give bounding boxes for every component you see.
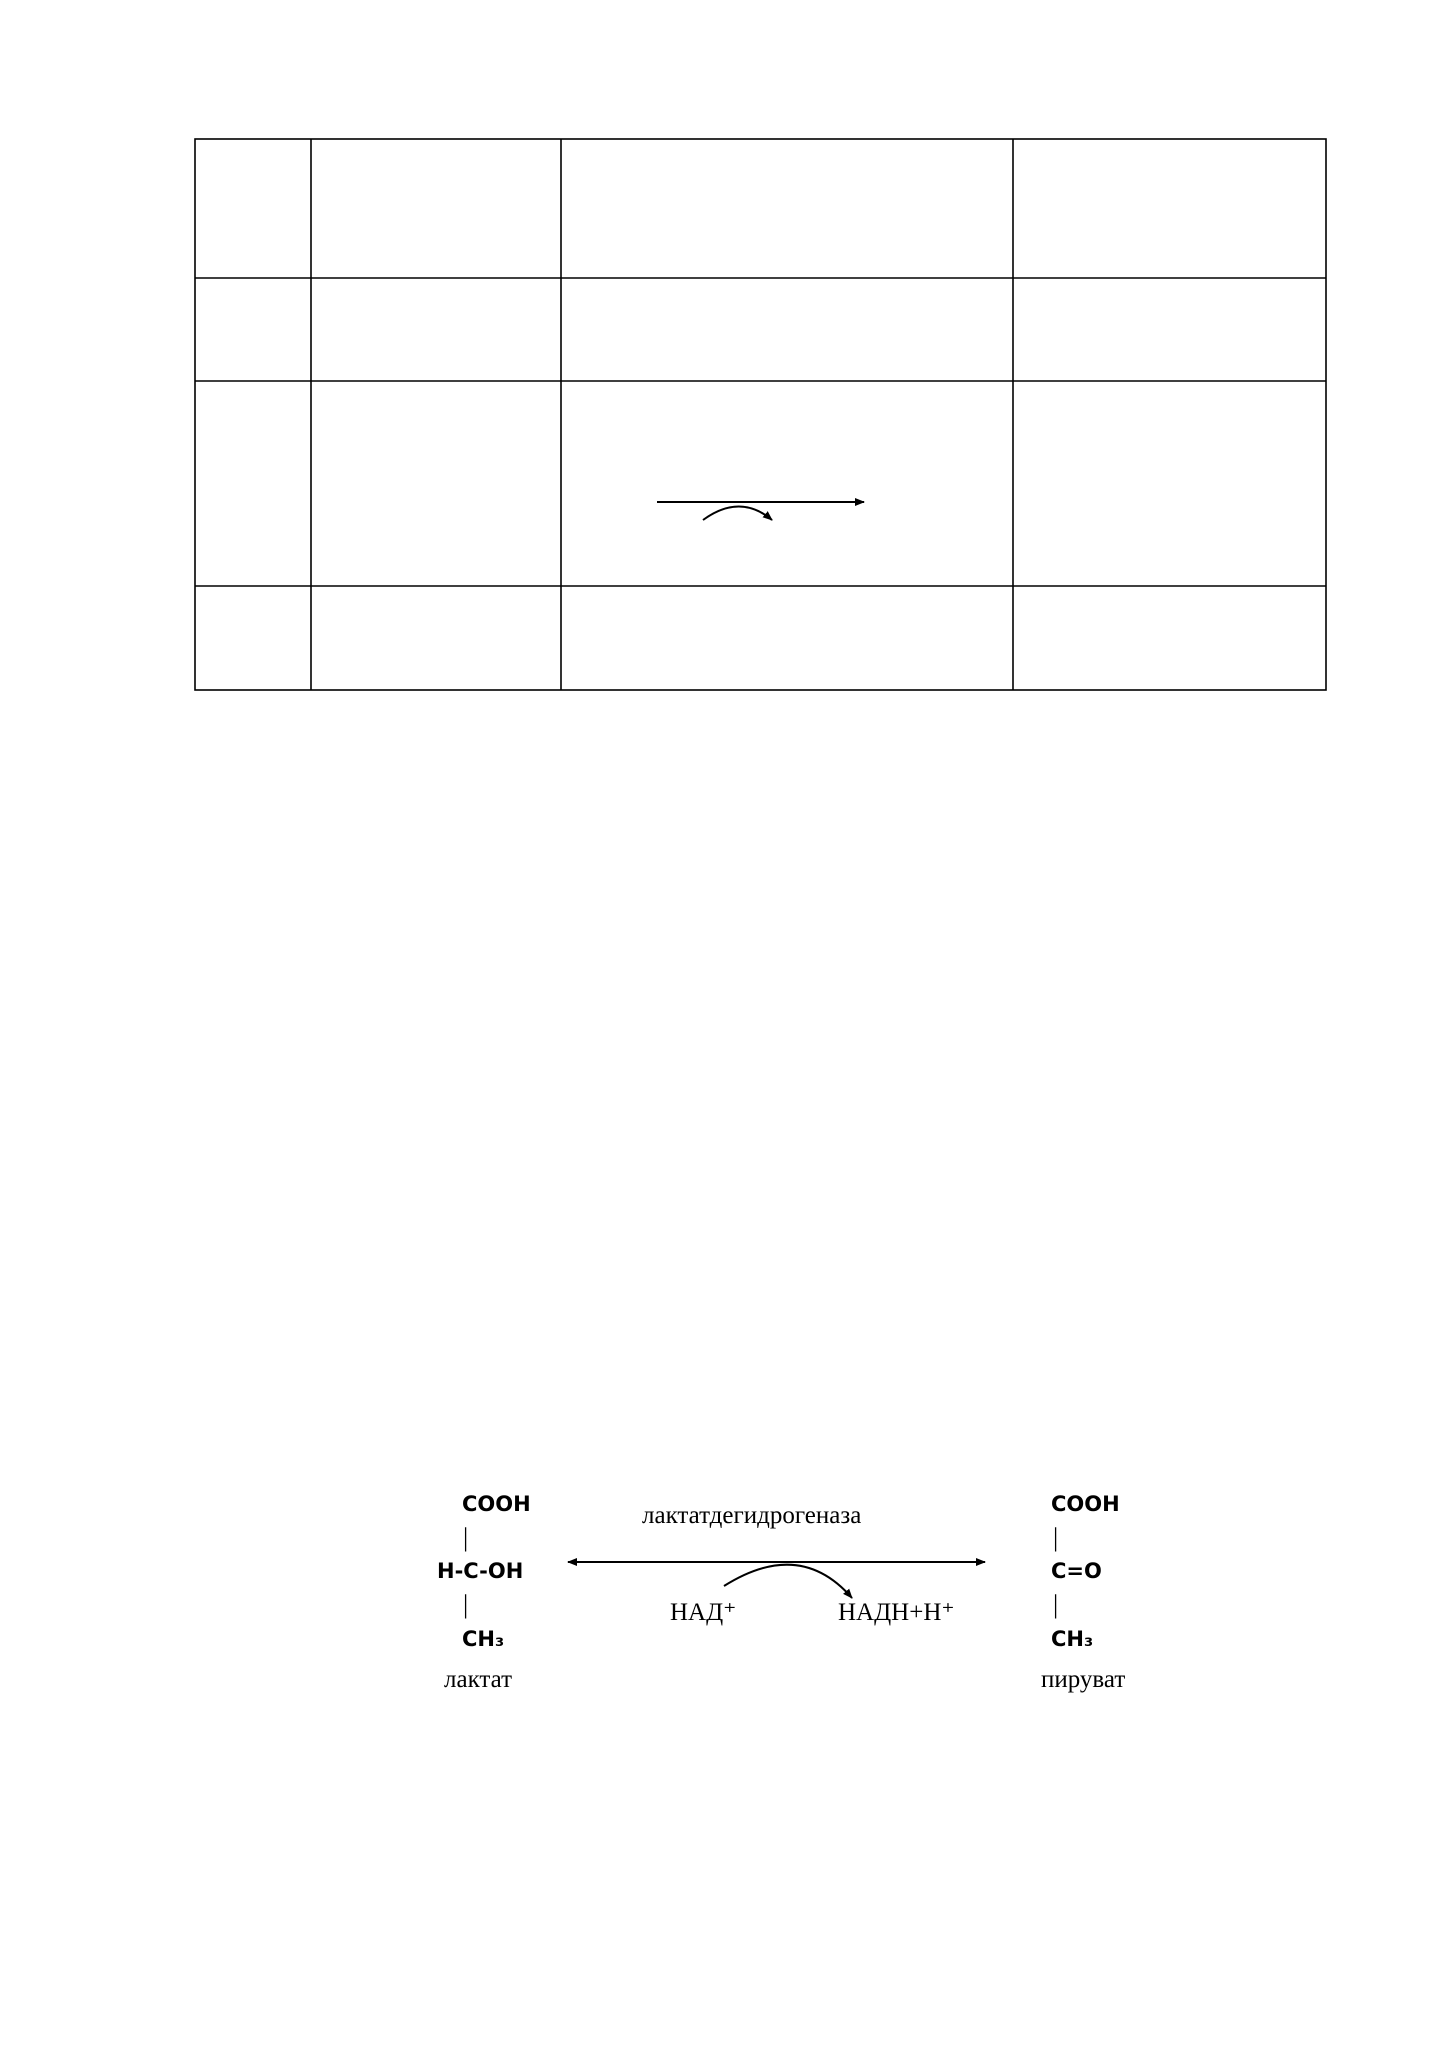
pyruvate-bond-2: | [1053, 1590, 1059, 1619]
enzyme-label: лактатдегидрогеназа [642, 1502, 862, 1529]
pyruvate-cooh: COOH [1051, 1492, 1120, 1516]
table-cell-arrow [657, 502, 864, 520]
pyruvate-co: C=O [1051, 1559, 1102, 1583]
cofactor-curved-arrow-icon [724, 1565, 852, 1598]
cofactor-nadh: НАДН+Н⁺ [838, 1599, 955, 1626]
lactate-ch3: CH₃ [462, 1627, 505, 1651]
pyruvate-name: пируват [1041, 1666, 1126, 1693]
pyruvate-bond-1: | [1053, 1523, 1059, 1552]
table-border [195, 139, 1326, 690]
curved-arrow-icon [703, 507, 772, 521]
cofactor-nad: НАД⁺ [670, 1599, 737, 1626]
empty-table [195, 139, 1326, 690]
lactate-bond-1: | [463, 1523, 469, 1552]
reaction-scheme [437, 1492, 1125, 1693]
lactate-structure [437, 1492, 531, 1693]
lactate-hcoh: H-C-OH [437, 1559, 524, 1583]
lactate-bond-2: | [463, 1590, 469, 1619]
pyruvate-ch3: CH₃ [1051, 1627, 1094, 1651]
lactate-name: лактат [444, 1666, 512, 1693]
lactate-cooh: COOH [462, 1492, 531, 1516]
pyruvate-structure [1041, 1492, 1125, 1693]
